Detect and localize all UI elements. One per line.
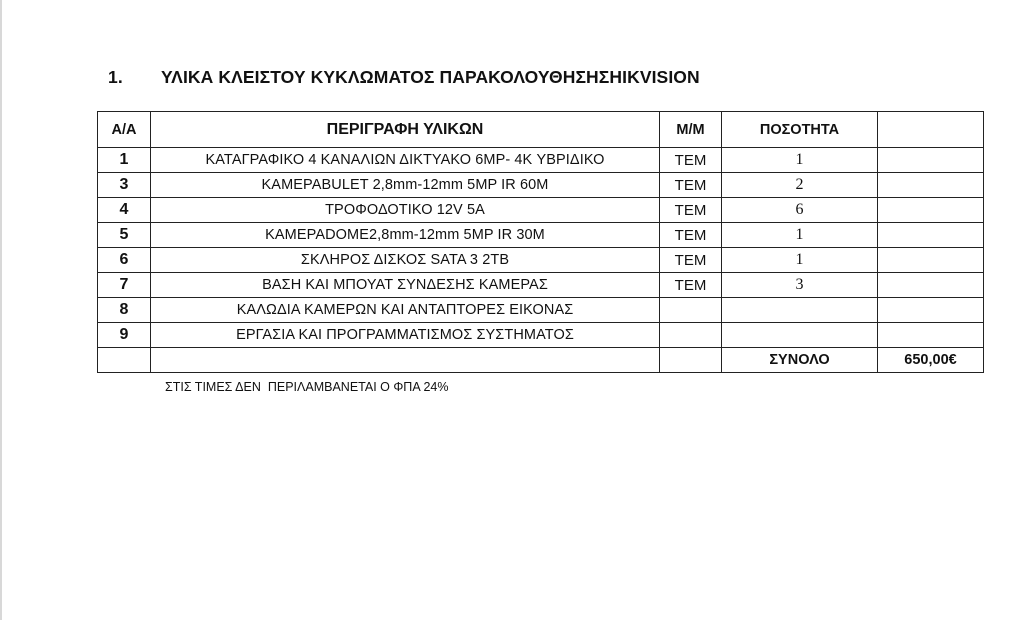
- row-description: ΤΡΟΦΟΔΟΤΙΚΟ 12V 5A: [151, 198, 660, 223]
- header-unit: Μ/Μ: [660, 112, 722, 148]
- row-aa: 7: [98, 273, 151, 298]
- vat-note: ΣΤΙΣ ΤΙΜΕΣ ΔΕΝ ΠΕΡΙΛΑΜΒΑΝΕΤΑΙ Ο ΦΠΑ 24%: [165, 380, 449, 394]
- row-price: [878, 148, 984, 173]
- section-title: [108, 67, 700, 88]
- header-aa: Α/Α: [98, 112, 151, 148]
- row-aa: 6: [98, 248, 151, 273]
- row-aa: 4: [98, 198, 151, 223]
- header-quantity: ΠΟΣΟΤΗΤΑ: [722, 112, 878, 148]
- row-unit: ΤΕΜ: [660, 248, 722, 273]
- page-left-edge: [0, 0, 2, 620]
- row-description: ΚΑΜΕΡΑDOME2,8mm-12mm 5MP IR 30M: [151, 223, 660, 248]
- row-quantity: 1: [722, 248, 878, 273]
- row-description: ΕΡΓΑΣΙΑ ΚΑΙ ΠΡΟΓΡΑΜΜΑΤΙΣΜΟΣ ΣΥΣΤΗΜΑΤΟΣ: [151, 323, 660, 348]
- row-aa: 5: [98, 223, 151, 248]
- row-description: ΣΚΛΗΡΟΣ ΔΙΣΚΟΣ SATA 3 2TB: [151, 248, 660, 273]
- total-label: ΣΥΝΟΛΟ: [722, 348, 878, 373]
- row-price: [878, 248, 984, 273]
- total-empty-unit: [660, 348, 722, 373]
- row-quantity: [722, 298, 878, 323]
- row-quantity: 6: [722, 198, 878, 223]
- total-row: [98, 348, 984, 373]
- table-row: [98, 173, 984, 198]
- row-price: [878, 223, 984, 248]
- row-price: [878, 273, 984, 298]
- row-unit: ΤΕΜ: [660, 273, 722, 298]
- header-price: [878, 112, 984, 148]
- row-quantity: 1: [722, 148, 878, 173]
- row-description: ΚΑΜΕΡΑBULET 2,8mm-12mm 5MP IR 60M: [151, 173, 660, 198]
- row-unit: ΤΕΜ: [660, 173, 722, 198]
- row-price: [878, 298, 984, 323]
- row-description: ΚΑΛΩΔΙΑ ΚΑΜΕΡΩΝ ΚΑΙ ΑΝΤΑΠΤΟΡΕΣ ΕΙΚΟΝΑΣ: [151, 298, 660, 323]
- total-empty-aa: [98, 348, 151, 373]
- row-aa: 1: [98, 148, 151, 173]
- table-row: [98, 323, 984, 348]
- table-row: [98, 248, 984, 273]
- table-row: [98, 298, 984, 323]
- row-quantity: 1: [722, 223, 878, 248]
- row-unit: ΤΕΜ: [660, 223, 722, 248]
- table-row: [98, 273, 984, 298]
- section-number: 1.: [108, 67, 123, 87]
- total-empty-description: [151, 348, 660, 373]
- row-description: ΚΑΤΑΓΡΑΦΙΚΟ 4 ΚΑΝΑΛΙΩΝ ΔΙΚΤΥΑΚΟ 6MP- 4K ΥΒΡΙΔΙΚΟ: [151, 148, 660, 173]
- row-aa: 3: [98, 173, 151, 198]
- table-row: [98, 223, 984, 248]
- row-price: [878, 173, 984, 198]
- row-aa: 8: [98, 298, 151, 323]
- row-quantity: [722, 323, 878, 348]
- row-unit: ΤΕΜ: [660, 198, 722, 223]
- row-unit: [660, 323, 722, 348]
- header-description: ΠΕΡΙΓΡΑΦΗ ΥΛΙΚΩΝ: [151, 112, 660, 148]
- row-quantity: 3: [722, 273, 878, 298]
- section-title-text: ΥΛΙΚΑ ΚΛΕΙΣΤΟΥ ΚΥΚΛΩΜΑΤΟΣ ΠΑΡΑΚΟΛΟΥΘΗΣΗΣHIKVISION: [161, 67, 700, 87]
- row-aa: 9: [98, 323, 151, 348]
- row-description: ΒΑΣΗ ΚΑΙ ΜΠΟΥΑΤ ΣΥΝΔΕΣΗΣ ΚΑΜΕΡΑΣ: [151, 273, 660, 298]
- table-row: [98, 198, 984, 223]
- row-price: [878, 323, 984, 348]
- table-row: [98, 148, 984, 173]
- row-unit: [660, 298, 722, 323]
- total-value: 650,00€: [878, 348, 984, 373]
- row-quantity: 2: [722, 173, 878, 198]
- row-price: [878, 198, 984, 223]
- row-unit: ΤΕΜ: [660, 148, 722, 173]
- table-header-row: [98, 112, 984, 148]
- materials-table: [97, 111, 984, 373]
